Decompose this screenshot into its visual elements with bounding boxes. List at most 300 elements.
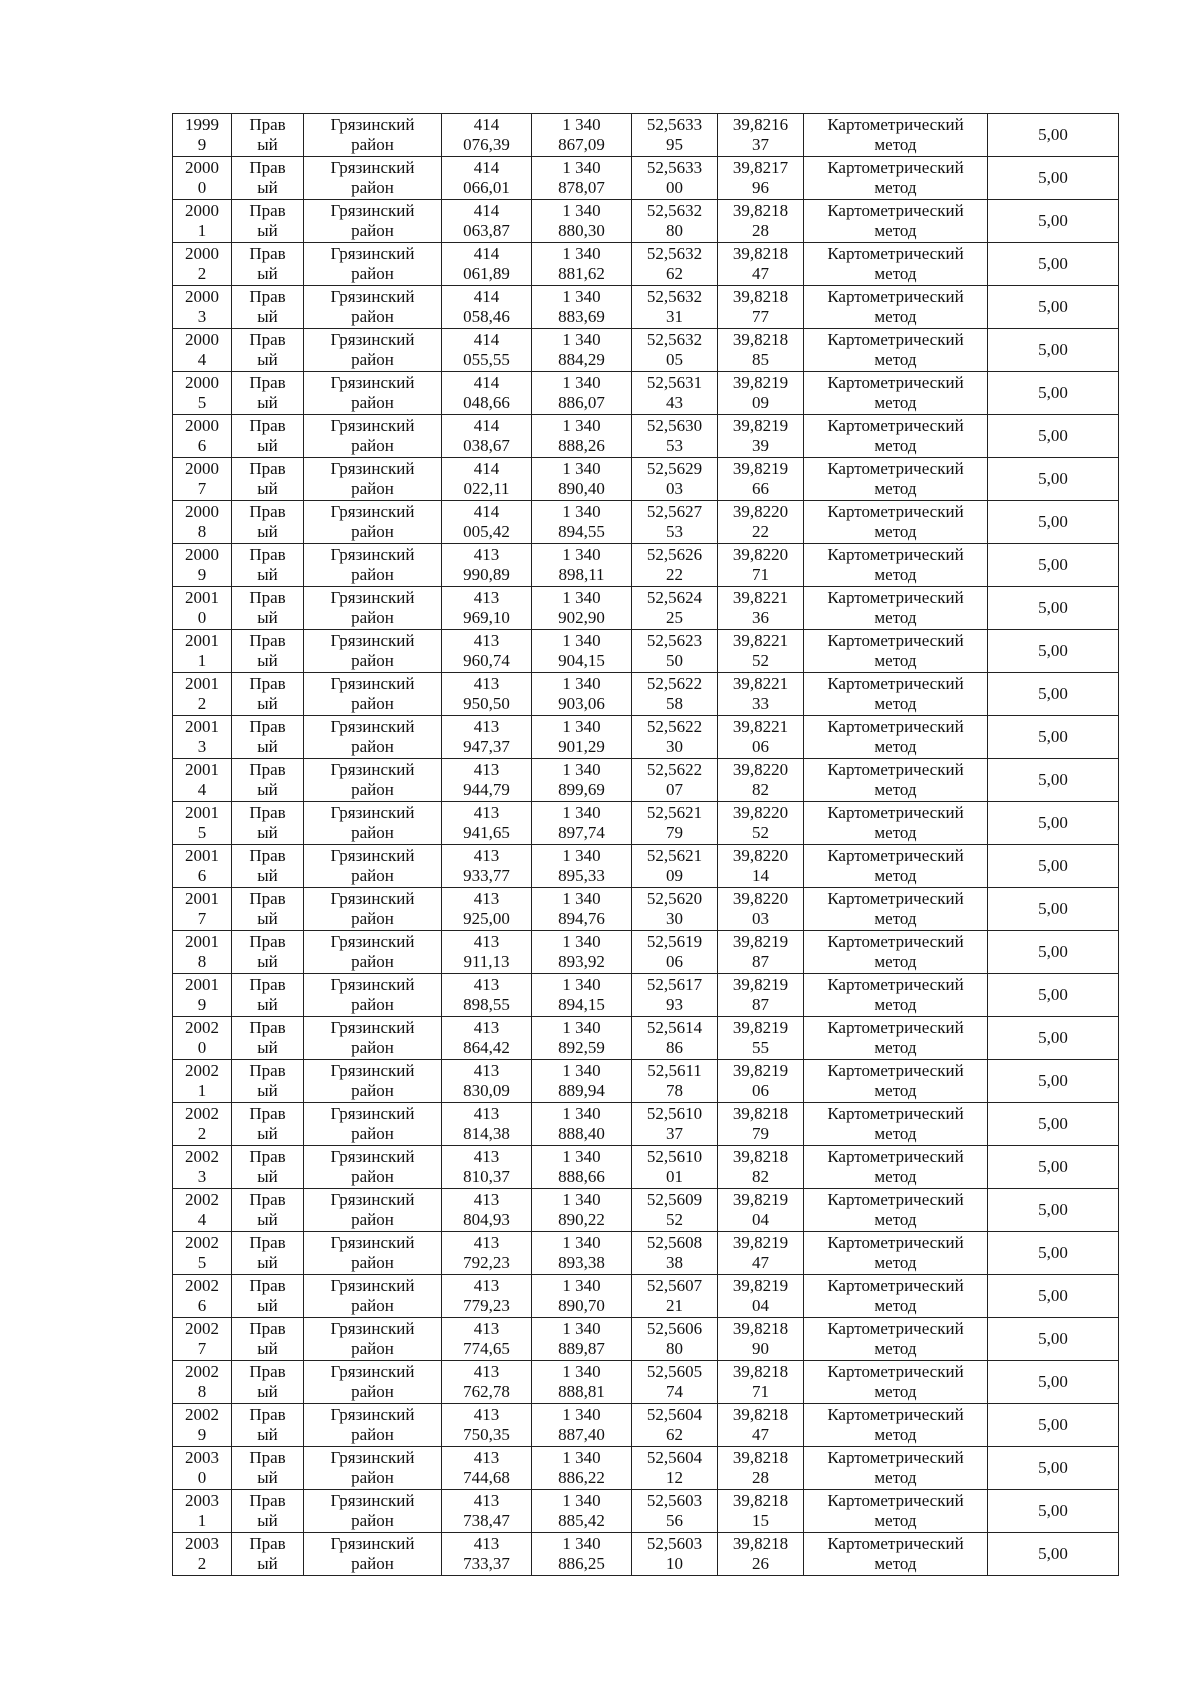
longitude-cell-line: 39,8218: [732, 287, 789, 306]
method-cell-line: метод: [874, 350, 917, 369]
accuracy-cell: 5,00: [988, 1318, 1119, 1361]
longitude-cell-line: 39,8218: [732, 1448, 789, 1467]
bank-side-cell-line: ый: [257, 1511, 278, 1530]
latitude-cell: [632, 1404, 718, 1447]
latitude-cell: [632, 243, 718, 286]
bank-side-cell: [232, 888, 304, 931]
point-number-cell-line: 1: [197, 651, 207, 670]
bank-side-cell-line: ый: [257, 522, 278, 541]
bank-side-cell: [232, 415, 304, 458]
latitude-cell-line: 52,5609: [646, 1190, 703, 1209]
table-row: [173, 114, 1119, 157]
latitude-cell: [632, 845, 718, 888]
method-cell: [804, 415, 988, 458]
table-row: [173, 974, 1119, 1017]
table-row: [173, 200, 1119, 243]
table-row: [173, 1189, 1119, 1232]
coord-x-cell-line: 413: [473, 760, 500, 779]
district-cell-line: район: [351, 522, 394, 541]
latitude-cell-line: 52,5632: [646, 201, 703, 220]
latitude-cell: [632, 501, 718, 544]
coord-x-cell: [442, 286, 532, 329]
coord-y-cell-line: 1 340: [562, 588, 601, 607]
longitude-cell: [718, 1404, 804, 1447]
bank-side-cell-line: Прав: [249, 889, 286, 908]
longitude-cell-line: 39: [752, 436, 769, 455]
district-cell: [304, 286, 442, 329]
district-cell-line: Грязинский: [330, 330, 415, 349]
longitude-cell-line: 39,8221: [732, 631, 789, 650]
method-cell-line: Картометрический: [827, 459, 964, 478]
district-cell-line: район: [351, 393, 394, 412]
accuracy-cell: 5,00: [988, 1103, 1119, 1146]
table-row: [173, 329, 1119, 372]
latitude-cell-line: 78: [666, 1081, 683, 1100]
point-number-cell-line: 1: [197, 1511, 207, 1530]
point-number-cell-line: 2001: [185, 975, 219, 994]
point-number-cell-line: 4: [197, 350, 207, 369]
point-number-cell-line: 2000: [185, 373, 219, 392]
coord-y-cell: [532, 845, 632, 888]
coord-y-cell-line: 886,25: [558, 1554, 605, 1573]
district-cell: [304, 888, 442, 931]
point-number-cell-line: 2000: [185, 545, 219, 564]
district-cell: [304, 845, 442, 888]
point-number-cell-line: 2000: [185, 416, 219, 435]
district-cell-line: Грязинский: [330, 244, 415, 263]
coord-y-cell: [532, 1103, 632, 1146]
coord-x-cell-line: 048,66: [463, 393, 510, 412]
latitude-cell-line: 12: [666, 1468, 683, 1487]
latitude-cell: [632, 587, 718, 630]
bank-side-cell-line: Прав: [249, 287, 286, 306]
district-cell-line: Грязинский: [330, 115, 415, 134]
coord-x-cell-line: 792,23: [463, 1253, 510, 1272]
method-cell: [804, 1533, 988, 1576]
longitude-cell-line: 39,8218: [732, 1362, 789, 1381]
coord-x-cell-line: 413: [473, 846, 500, 865]
table-row: [173, 1533, 1119, 1576]
latitude-cell-line: 30: [666, 909, 683, 928]
latitude-cell-line: 52,5619: [646, 932, 703, 951]
method-cell: [804, 1232, 988, 1275]
method-cell-line: Картометрический: [827, 1319, 964, 1338]
coord-y-cell: [532, 200, 632, 243]
coord-y-cell: [532, 415, 632, 458]
coord-y-cell-line: 1 340: [562, 631, 601, 650]
bank-side-cell-line: Прав: [249, 760, 286, 779]
coord-x-cell-line: 413: [473, 1018, 500, 1037]
latitude-cell-line: 80: [666, 221, 683, 240]
method-cell-line: Картометрический: [827, 588, 964, 607]
latitude-cell-line: 52,5633: [646, 158, 703, 177]
bank-side-cell-line: ый: [257, 823, 278, 842]
coord-y-cell: [532, 544, 632, 587]
coord-y-cell-line: 878,07: [558, 178, 605, 197]
latitude-cell: [632, 759, 718, 802]
longitude-cell: [718, 1361, 804, 1404]
point-number-cell: [173, 630, 232, 673]
method-cell-line: Картометрический: [827, 674, 964, 693]
coord-x-cell-line: 413: [473, 717, 500, 736]
longitude-cell: [718, 630, 804, 673]
longitude-cell-line: 39,8220: [732, 803, 789, 822]
coord-y-cell-line: 895,33: [558, 866, 605, 885]
point-number-cell: [173, 157, 232, 200]
method-cell: [804, 1318, 988, 1361]
table-row: [173, 931, 1119, 974]
district-cell: [304, 974, 442, 1017]
bank-side-cell-line: ый: [257, 565, 278, 584]
point-number-cell-line: 7: [197, 1339, 207, 1358]
coord-x-cell: [442, 1103, 532, 1146]
coord-y-cell-line: 1 340: [562, 1190, 601, 1209]
coord-y-cell-line: 1 340: [562, 846, 601, 865]
method-cell: [804, 372, 988, 415]
point-number-cell-line: 1: [197, 221, 207, 240]
longitude-cell-line: 39,8219: [732, 975, 789, 994]
longitude-cell-line: 09: [752, 393, 769, 412]
method-cell: [804, 286, 988, 329]
district-cell-line: район: [351, 1124, 394, 1143]
coord-x-cell-line: 774,65: [463, 1339, 510, 1358]
bank-side-cell-line: Прав: [249, 1147, 286, 1166]
longitude-cell: [718, 1146, 804, 1189]
district-cell-line: Грязинский: [330, 502, 415, 521]
longitude-cell-line: 39,8218: [732, 1534, 789, 1553]
longitude-cell-line: 77: [752, 307, 769, 326]
longitude-cell-line: 39,8216: [732, 115, 789, 134]
district-cell: [304, 1447, 442, 1490]
coord-x-cell: [442, 845, 532, 888]
longitude-cell-line: 39,8219: [732, 1276, 789, 1295]
coord-y-cell-line: 898,11: [558, 565, 605, 584]
point-number-cell: [173, 114, 232, 157]
longitude-cell-line: 47: [752, 1253, 769, 1272]
district-cell-line: район: [351, 1081, 394, 1100]
bank-side-cell: [232, 630, 304, 673]
latitude-cell-line: 52,5623: [646, 631, 703, 650]
longitude-cell-line: 39,8221: [732, 674, 789, 693]
coord-y-cell: [532, 1318, 632, 1361]
point-number-cell: [173, 1232, 232, 1275]
accuracy-cell: 5,00: [988, 845, 1119, 888]
method-cell-line: метод: [874, 1167, 917, 1186]
point-number-cell-line: 2: [197, 694, 207, 713]
bank-side-cell: [232, 1275, 304, 1318]
bank-side-cell-line: ый: [257, 1296, 278, 1315]
latitude-cell-line: 80: [666, 1339, 683, 1358]
coord-x-cell: [442, 931, 532, 974]
coord-y-cell-line: 890,70: [558, 1296, 605, 1315]
accuracy-cell: 5,00: [988, 1361, 1119, 1404]
method-cell-line: Картометрический: [827, 1448, 964, 1467]
coord-y-cell-line: 888,66: [558, 1167, 605, 1186]
longitude-cell: [718, 888, 804, 931]
latitude-cell-line: 58: [666, 694, 683, 713]
coord-x-cell: [442, 157, 532, 200]
bank-side-cell: [232, 286, 304, 329]
coord-x-cell: [442, 372, 532, 415]
point-number-cell-line: 2000: [185, 287, 219, 306]
latitude-cell: [632, 1232, 718, 1275]
accuracy-cell: 5,00: [988, 888, 1119, 931]
district-cell-line: район: [351, 1253, 394, 1272]
coord-y-cell: [532, 1146, 632, 1189]
bank-side-cell: [232, 329, 304, 372]
coord-y-cell: [532, 888, 632, 931]
coord-x-cell-line: 804,93: [463, 1210, 510, 1229]
bank-side-cell-line: Прав: [249, 674, 286, 693]
bank-side-cell-line: ый: [257, 221, 278, 240]
latitude-cell: [632, 157, 718, 200]
bank-side-cell-line: ый: [257, 1081, 278, 1100]
latitude-cell-line: 22: [666, 565, 683, 584]
point-number-cell-line: 7: [197, 909, 207, 928]
accuracy-cell: 5,00: [988, 157, 1119, 200]
coord-y-cell-line: 894,76: [558, 909, 605, 928]
district-cell: [304, 1189, 442, 1232]
coord-x-cell-line: 413: [473, 588, 500, 607]
latitude-cell: [632, 1275, 718, 1318]
point-number-cell: [173, 372, 232, 415]
coord-y-cell-line: 1 340: [562, 330, 601, 349]
method-cell: [804, 974, 988, 1017]
method-cell-line: метод: [874, 1253, 917, 1272]
district-cell: [304, 716, 442, 759]
coord-y-cell-line: 884,29: [558, 350, 605, 369]
bank-side-cell-line: Прав: [249, 115, 286, 134]
method-cell-line: метод: [874, 1425, 917, 1444]
longitude-cell-line: 04: [752, 1210, 769, 1229]
bank-side-cell-line: Прав: [249, 1276, 286, 1295]
point-number-cell-line: 9: [197, 1425, 207, 1444]
longitude-cell-line: 87: [752, 952, 769, 971]
coord-x-cell-line: 413: [473, 1405, 500, 1424]
point-number-cell-line: 2003: [185, 1491, 219, 1510]
method-cell: [804, 1146, 988, 1189]
point-number-cell-line: 8: [197, 1382, 207, 1401]
district-cell-line: район: [351, 866, 394, 885]
latitude-cell-line: 52,5630: [646, 416, 703, 435]
latitude-cell-line: 03: [666, 479, 683, 498]
district-cell-line: Грязинский: [330, 846, 415, 865]
table-row: [173, 888, 1119, 931]
method-cell-line: Картометрический: [827, 330, 964, 349]
latitude-cell-line: 52,5604: [646, 1448, 703, 1467]
accuracy-cell: 5,00: [988, 716, 1119, 759]
coord-x-cell-line: 933,77: [463, 866, 510, 885]
point-number-cell: [173, 1318, 232, 1361]
latitude-cell: [632, 1490, 718, 1533]
coord-y-cell-line: 1 340: [562, 1233, 601, 1252]
district-cell-line: район: [351, 608, 394, 627]
table-row: [173, 1103, 1119, 1146]
district-cell: [304, 1060, 442, 1103]
table-row: [173, 1060, 1119, 1103]
method-cell-line: метод: [874, 221, 917, 240]
point-number-cell-line: 2000: [185, 201, 219, 220]
method-cell: [804, 1189, 988, 1232]
latitude-cell: [632, 673, 718, 716]
method-cell: [804, 802, 988, 845]
point-number-cell: [173, 1146, 232, 1189]
coord-y-cell: [532, 587, 632, 630]
point-number-cell: [173, 1533, 232, 1576]
latitude-cell-line: 95: [666, 135, 683, 154]
coord-y-cell-line: 886,07: [558, 393, 605, 412]
coord-x-cell-line: 413: [473, 1362, 500, 1381]
bank-side-cell-line: ый: [257, 995, 278, 1014]
bank-side-cell-line: ый: [257, 694, 278, 713]
point-number-cell: [173, 243, 232, 286]
coord-x-cell: [442, 802, 532, 845]
point-number-cell-line: 3: [197, 737, 207, 756]
bank-side-cell-line: Прав: [249, 1018, 286, 1037]
district-cell-line: район: [351, 651, 394, 670]
point-number-cell-line: 2: [197, 1124, 207, 1143]
coord-y-cell: [532, 1060, 632, 1103]
method-cell: [804, 1490, 988, 1533]
district-cell-line: район: [351, 1468, 394, 1487]
coord-x-cell: [442, 1361, 532, 1404]
coord-x-cell-line: 414: [473, 115, 500, 134]
table-row: [173, 1404, 1119, 1447]
point-number-cell-line: 2001: [185, 717, 219, 736]
accuracy-cell: 5,00: [988, 1404, 1119, 1447]
coord-y-cell-line: 894,55: [558, 522, 605, 541]
point-number-cell-line: 0: [197, 178, 207, 197]
coord-x-cell-line: 810,37: [463, 1167, 510, 1186]
longitude-cell: [718, 587, 804, 630]
coord-y-cell-line: 1 340: [562, 1319, 601, 1338]
district-cell-line: Грязинский: [330, 760, 415, 779]
bank-side-cell-line: ый: [257, 393, 278, 412]
coord-x-cell: [442, 501, 532, 544]
point-number-cell-line: 2000: [185, 459, 219, 478]
bank-side-cell: [232, 673, 304, 716]
point-number-cell-line: 2002: [185, 1405, 219, 1424]
coord-x-cell-line: 058,46: [463, 307, 510, 326]
method-cell: [804, 544, 988, 587]
accuracy-cell: 5,00: [988, 1017, 1119, 1060]
coord-x-cell-line: 413: [473, 631, 500, 650]
coord-y-cell-line: 1 340: [562, 803, 601, 822]
point-number-cell-line: 5: [197, 393, 207, 412]
bank-side-cell-line: Прав: [249, 1534, 286, 1553]
coord-y-cell-line: 1 340: [562, 760, 601, 779]
longitude-cell: [718, 157, 804, 200]
coord-x-cell: [442, 673, 532, 716]
latitude-cell-line: 50: [666, 651, 683, 670]
district-cell: [304, 1361, 442, 1404]
coord-y-cell: [532, 974, 632, 1017]
latitude-cell: [632, 1189, 718, 1232]
bank-side-cell: [232, 544, 304, 587]
point-number-cell-line: 3: [197, 307, 207, 326]
coord-x-cell-line: 947,37: [463, 737, 510, 756]
latitude-cell-line: 52,5607: [646, 1276, 703, 1295]
longitude-cell-line: 87: [752, 995, 769, 1014]
latitude-cell: [632, 630, 718, 673]
method-cell: [804, 587, 988, 630]
bank-side-cell: [232, 1146, 304, 1189]
latitude-cell-line: 00: [666, 178, 683, 197]
latitude-cell-line: 52,5608: [646, 1233, 703, 1252]
coord-y-cell: [532, 1533, 632, 1576]
method-cell-line: Картометрический: [827, 1276, 964, 1295]
bank-side-cell-line: Прав: [249, 502, 286, 521]
method-cell-line: Картометрический: [827, 287, 964, 306]
coord-x-cell-line: 744,68: [463, 1468, 510, 1487]
point-number-cell: [173, 200, 232, 243]
longitude-cell-line: 55: [752, 1038, 769, 1057]
bank-side-cell-line: Прав: [249, 846, 286, 865]
bank-side-cell-line: Прав: [249, 373, 286, 392]
coord-x-cell-line: 413: [473, 1534, 500, 1553]
method-cell-line: Картометрический: [827, 717, 964, 736]
latitude-cell: [632, 716, 718, 759]
bank-side-cell: [232, 458, 304, 501]
district-cell: [304, 1146, 442, 1189]
longitude-cell: [718, 1060, 804, 1103]
longitude-cell: [718, 1490, 804, 1533]
method-cell-line: Картометрический: [827, 975, 964, 994]
latitude-cell: [632, 200, 718, 243]
district-cell-line: район: [351, 909, 394, 928]
bank-side-cell-line: Прав: [249, 932, 286, 951]
coord-x-cell: [442, 1275, 532, 1318]
latitude-cell-line: 52,5621: [646, 803, 703, 822]
district-cell: [304, 1017, 442, 1060]
coord-y-cell-line: 1 340: [562, 1147, 601, 1166]
latitude-cell-line: 52,5605: [646, 1362, 703, 1381]
coord-x-cell: [442, 329, 532, 372]
latitude-cell: [632, 888, 718, 931]
method-cell-line: Картометрический: [827, 803, 964, 822]
longitude-cell-line: 39,8218: [732, 330, 789, 349]
coord-y-cell: [532, 931, 632, 974]
district-cell-line: район: [351, 823, 394, 842]
district-cell: [304, 1490, 442, 1533]
district-cell-line: Грязинский: [330, 674, 415, 693]
coord-y-cell-line: 1 340: [562, 1018, 601, 1037]
point-number-cell-line: 2002: [185, 1018, 219, 1037]
district-cell-line: район: [351, 307, 394, 326]
accuracy-cell: 5,00: [988, 1146, 1119, 1189]
table-row: [173, 1447, 1119, 1490]
table-row: [173, 1275, 1119, 1318]
method-cell: [804, 501, 988, 544]
coord-y-cell-line: 888,81: [558, 1382, 605, 1401]
coord-x-cell-line: 750,35: [463, 1425, 510, 1444]
bank-side-cell: [232, 1533, 304, 1576]
coord-x-cell-line: 413: [473, 1448, 500, 1467]
coord-x-cell-line: 413: [473, 1190, 500, 1209]
longitude-cell-line: 06: [752, 737, 769, 756]
coord-x-cell-line: 413: [473, 1319, 500, 1338]
table-row: [173, 372, 1119, 415]
coord-y-cell: [532, 802, 632, 845]
coord-x-cell: [442, 243, 532, 286]
method-cell-line: метод: [874, 1296, 917, 1315]
point-number-cell: [173, 1490, 232, 1533]
longitude-cell-line: 26: [752, 1554, 769, 1573]
bank-side-cell-line: ый: [257, 307, 278, 326]
longitude-cell-line: 47: [752, 1425, 769, 1444]
bank-side-cell: [232, 1232, 304, 1275]
district-cell: [304, 931, 442, 974]
